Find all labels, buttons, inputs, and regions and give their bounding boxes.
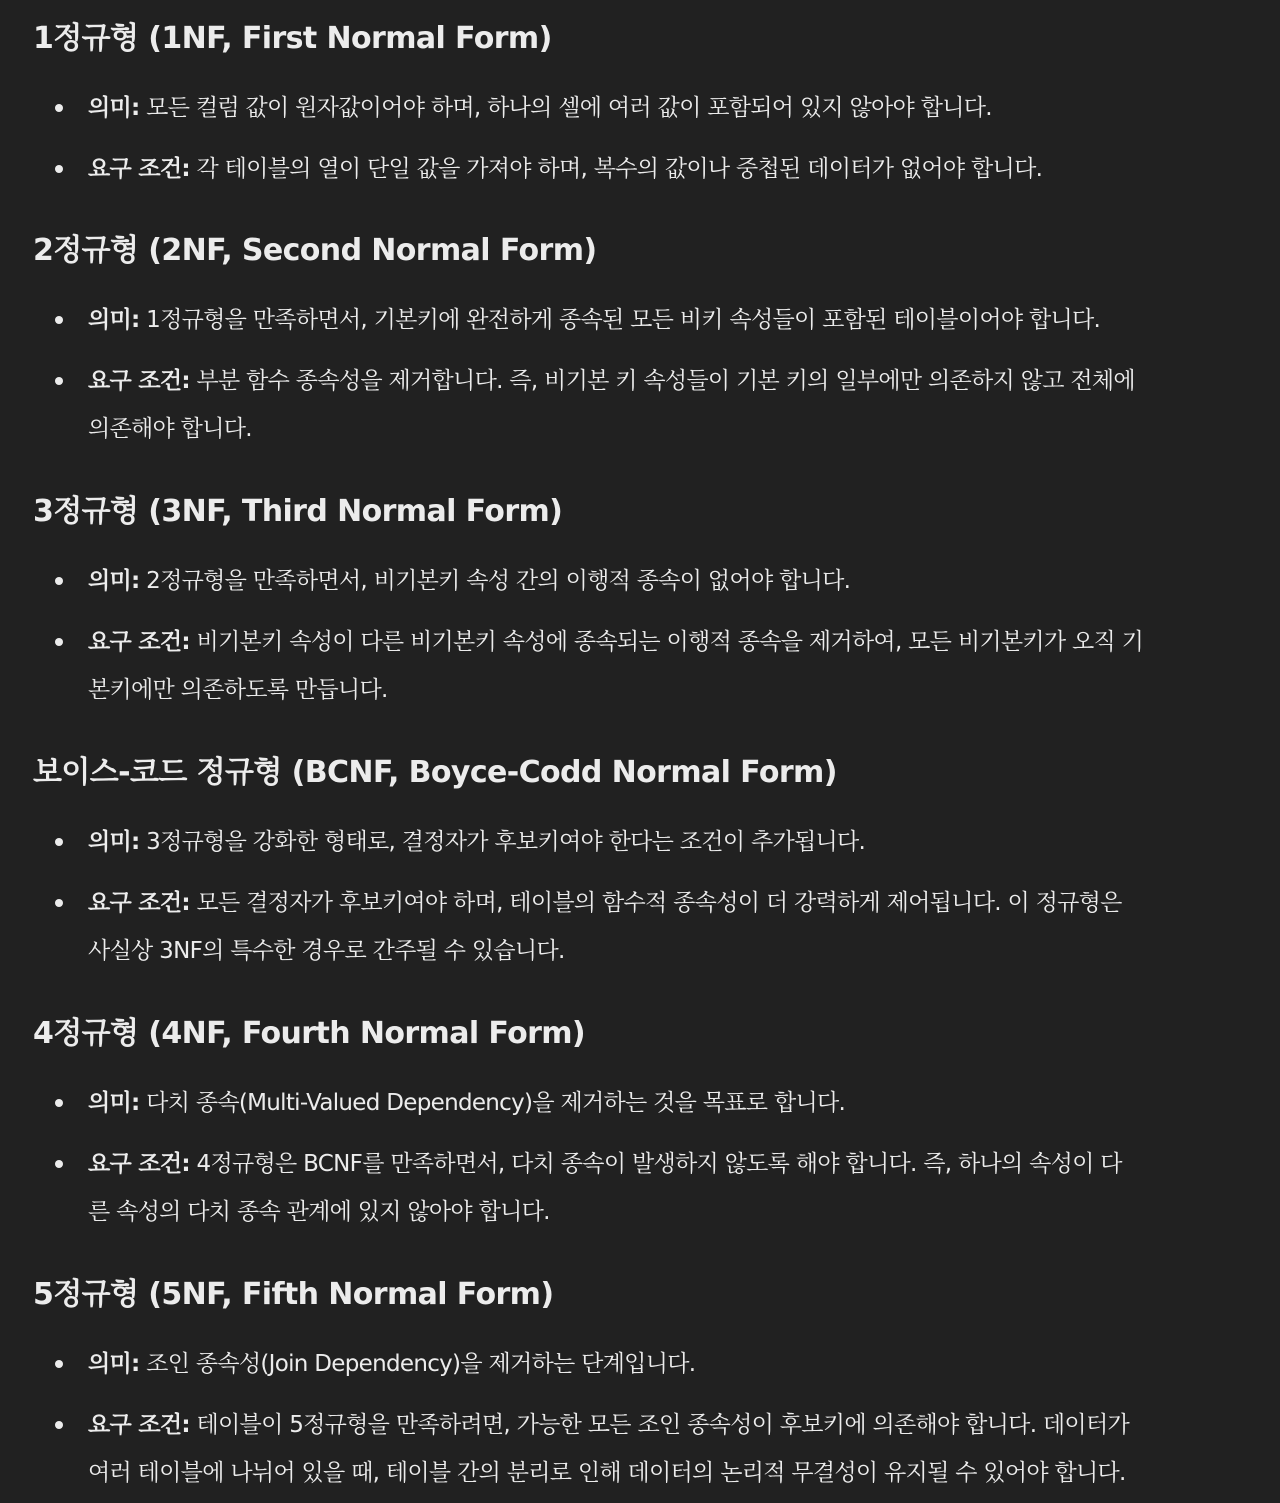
item-body: 2정규형을 만족하면서, 비기본키 속성 간의 이행적 종속이 없어야 합니다.	[146, 568, 851, 594]
item-label: 의미	[88, 95, 132, 121]
item-label: 의미	[88, 568, 132, 594]
item-text: 요구 조건: 테이블이 5정규형을 만족하려면, 가능한 모든 조인 종속성이 후보키에 의존해야 합니다. 데이터가 여러 테이블에 나뉘어 있을 때, 테이블 간의 분리로 인해 데이터의 논리적 무결성이 유지될 수 있어야 합니다.	[88, 1401, 1258, 1497]
bullet-icon	[55, 1421, 63, 1429]
item-body-continued: 사실상 3NF의 특수한 경우로 간주될 수 있습니다.	[88, 938, 565, 964]
item-label: 요구 조건	[88, 629, 182, 655]
item-body: 4정규형은 BCNF를 만족하면서, 다치 종속이 발생하지 않도록 해야 합니다. 즉, 하나의 속성이 다	[196, 1151, 1122, 1177]
item-body: 테이블이 5정규형을 만족하려면, 가능한 모든 조인 종속성이 후보키에 의존해야 합니다. 데이터가	[196, 1412, 1129, 1438]
item-body: 모든 컬럼 값이 원자값이어야 하며, 하나의 셀에 여러 값이 포함되어 있지 않아야 합니다.	[146, 95, 992, 121]
item-body: 다치 종속(Multi-Valued Dependency)을 제거하는 것을 목표로 합니다.	[146, 1090, 846, 1116]
item-text: 요구 조건: 모든 결정자가 후보키여야 하며, 테이블의 함수적 종속성이 더 강력하게 제어됩니다. 이 정규형은 사실상 3NF의 특수한 경우로 간주될 수 있습니다.	[88, 879, 1258, 975]
item-text: 요구 조건: 4정규형은 BCNF를 만족하면서, 다치 종속이 발생하지 않도록 해야 합니다. 즉, 하나의 속성이 다 른 속성의 다치 종속 관계에 있지 않아야 합니다.	[88, 1140, 1258, 1236]
item-label: 요구 조건	[88, 1412, 182, 1438]
item-label: 요구 조건	[88, 156, 182, 182]
section-heading: 5정규형 (5NF, Fifth Normal Form)	[33, 1277, 554, 1312]
section-heading: 1정규형 (1NF, First Normal Form)	[33, 21, 552, 56]
bullet-icon	[55, 638, 63, 646]
item-text: 요구 조건: 부분 함수 종속성을 제거합니다. 즉, 비기본 키 속성들이 기본 키의 일부에만 의존하지 않고 전체에 의존해야 합니다.	[88, 357, 1258, 453]
item-text: 의미: 모든 컬럼 값이 원자값이어야 하며, 하나의 셀에 여러 값이 포함되어 있지 않아야 합니다.	[88, 95, 992, 121]
bullet-icon	[55, 1099, 63, 1107]
section-heading: 3정규형 (3NF, Third Normal Form)	[33, 494, 563, 529]
item-text: 요구 조건: 각 테이블의 열이 단일 값을 가져야 하며, 복수의 값이나 중첩된 데이터가 없어야 합니다.	[88, 156, 1043, 182]
item-body: 부분 함수 종속성을 제거합니다. 즉, 비기본 키 속성들이 기본 키의 일부에만 의존하지 않고 전체에	[196, 368, 1135, 394]
bullet-icon	[55, 577, 63, 585]
section-heading: 4정규형 (4NF, Fourth Normal Form)	[33, 1016, 586, 1051]
item-body-continued: 여러 테이블에 나뉘어 있을 때, 테이블 간의 분리로 인해 데이터의 논리적 무결성이 유지될 수 있어야 합니다.	[88, 1460, 1126, 1486]
item-label: 의미	[88, 829, 132, 855]
item-body-continued: 본키에만 의존하도록 만듭니다.	[88, 677, 388, 703]
item-text: 의미: 1정규형을 만족하면서, 기본키에 완전하게 종속된 모든 비키 속성들이 포함된 테이블이어야 합니다.	[88, 307, 1101, 333]
item-text: 의미: 3정규형을 강화한 형태로, 결정자가 후보키여야 한다는 조건이 추가됩니다.	[88, 829, 866, 855]
bullet-icon	[55, 899, 63, 907]
bullet-icon	[55, 316, 63, 324]
item-label: 의미	[88, 1351, 132, 1377]
bullet-icon	[55, 1160, 63, 1168]
section-heading: 2정규형 (2NF, Second Normal Form)	[33, 233, 597, 268]
bullet-icon	[55, 1360, 63, 1368]
bullet-icon	[55, 104, 63, 112]
item-text: 의미: 다치 종속(Multi-Valued Dependency)을 제거하는 것을 목표로 합니다.	[88, 1090, 846, 1116]
item-text: 요구 조건: 비기본키 속성이 다른 비기본키 속성에 종속되는 이행적 종속을 제거하여, 모든 비기본키가 오직 기 본키에만 의존하도록 만듭니다.	[88, 618, 1258, 714]
item-body-continued: 의존해야 합니다.	[88, 416, 252, 442]
item-body: 3정규형을 강화한 형태로, 결정자가 후보키여야 한다는 조건이 추가됩니다.	[146, 829, 866, 855]
item-text: 의미: 2정규형을 만족하면서, 비기본키 속성 간의 이행적 종속이 없어야 합니다.	[88, 568, 851, 594]
item-body: 조인 종속성(Join Dependency)을 제거하는 단계입니다.	[146, 1351, 696, 1377]
item-body: 비기본키 속성이 다른 비기본키 속성에 종속되는 이행적 종속을 제거하여, 모든 비기본키가 오직 기	[196, 629, 1144, 655]
bullet-icon	[55, 165, 63, 173]
item-body-continued: 른 속성의 다치 종속 관계에 있지 않아야 합니다.	[88, 1199, 550, 1225]
item-label: 요구 조건	[88, 890, 182, 916]
item-label: 요구 조건	[88, 1151, 182, 1177]
item-body: 모든 결정자가 후보키여야 하며, 테이블의 함수적 종속성이 더 강력하게 제어됩니다. 이 정규형은	[196, 890, 1122, 916]
item-label: 의미	[88, 1090, 132, 1116]
item-label: 요구 조건	[88, 368, 182, 394]
item-text: 의미: 조인 종속성(Join Dependency)을 제거하는 단계입니다.	[88, 1351, 696, 1377]
bullet-icon	[55, 377, 63, 385]
bullet-icon	[55, 838, 63, 846]
section-heading: 보이스-코드 정규형 (BCNF, Boyce-Codd Normal Form)	[33, 755, 837, 790]
item-body: 1정규형을 만족하면서, 기본키에 완전하게 종속된 모든 비키 속성들이 포함된 테이블이어야 합니다.	[146, 307, 1101, 333]
item-body: 각 테이블의 열이 단일 값을 가져야 하며, 복수의 값이나 중첩된 데이터가 없어야 합니다.	[196, 156, 1043, 182]
item-label: 의미	[88, 307, 132, 333]
